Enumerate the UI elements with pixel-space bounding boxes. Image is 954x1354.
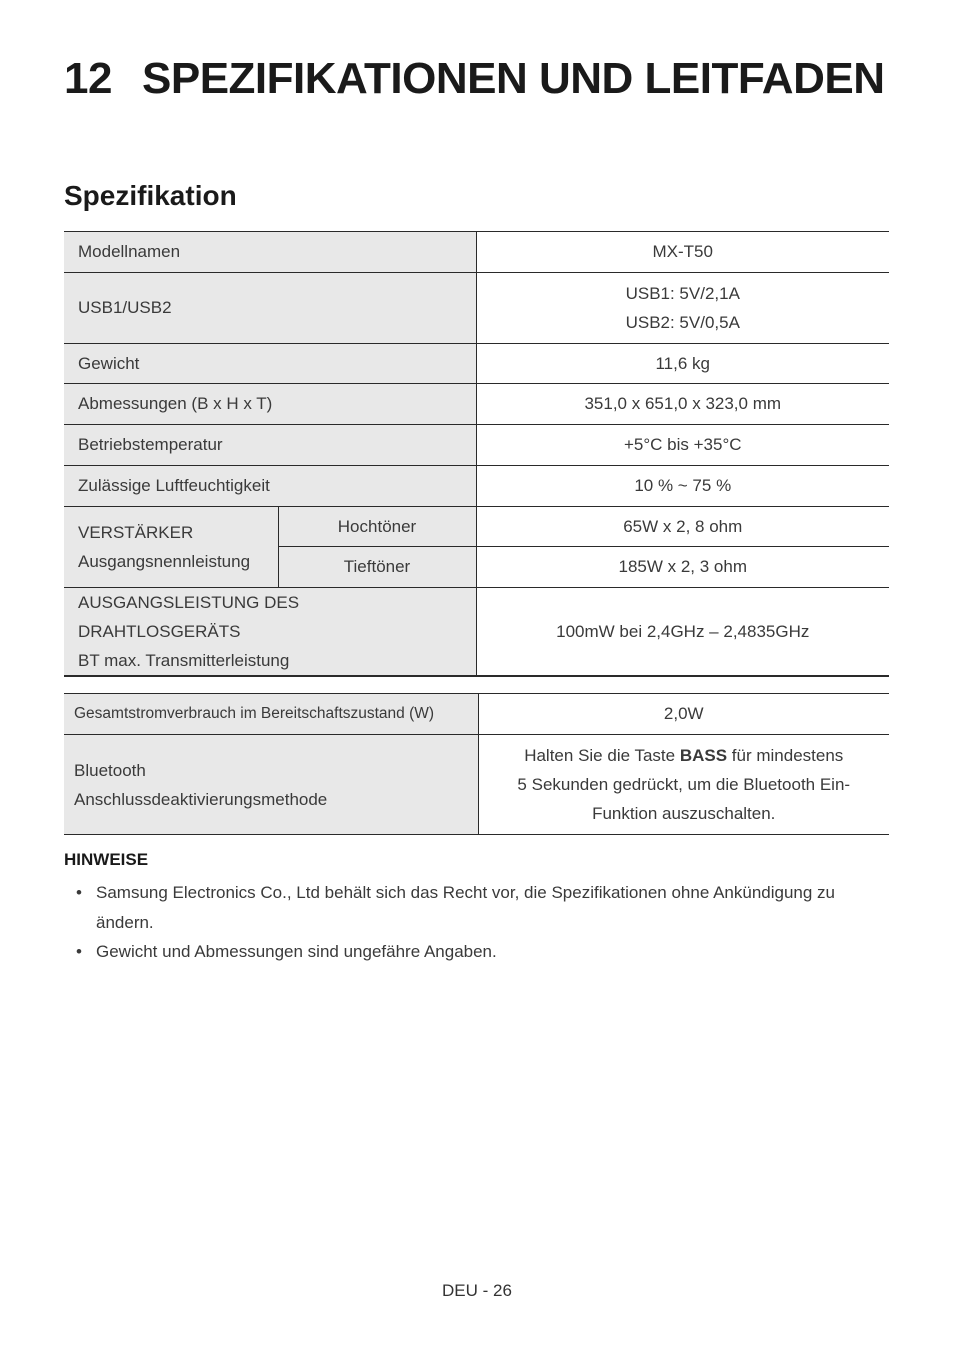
table-row <box>64 735 889 835</box>
chapter-heading <box>64 54 884 104</box>
spec-value-weight: 11,6 kg <box>476 344 889 384</box>
note-text: Gewicht und Abmessungen sind ungefähre Angaben. <box>96 942 497 961</box>
power-label-bluetooth <box>64 735 478 835</box>
chapter-number: 12 <box>64 54 112 103</box>
section-title: Spezifikation <box>64 180 237 211</box>
power-value-prefix: Halten Sie die Taste <box>524 746 680 765</box>
note-text: Samsung Electronics Co., Ltd behält sich das Recht vor, die Spezifikationen ohne Ankündigung zu ändern. <box>96 883 836 932</box>
spec-label-amplifier <box>64 507 278 588</box>
power-value-bluetooth <box>478 735 889 835</box>
spec-value-usb1: USB1: 5V/2,1A <box>625 284 740 303</box>
spec-value-usb <box>476 273 889 344</box>
spec-sublabel-woofer: Tieftöner <box>278 547 476 588</box>
table-row <box>64 273 889 344</box>
table-row <box>64 466 889 507</box>
spec-label-dimensions: Abmessungen (B x H x T) <box>64 384 476 425</box>
list-item <box>64 937 884 967</box>
power-value-bluetooth-line1 <box>493 741 876 770</box>
table-row <box>64 425 889 466</box>
bullet-icon: • <box>76 942 82 961</box>
notes-title: HINWEISE <box>64 850 149 869</box>
specification-table <box>64 231 889 677</box>
power-label-standby: Gesamtstromverbrauch im Bereitschaftszustand (W) <box>64 694 478 735</box>
spec-label-wireless-line1: AUSGANGSLEISTUNG DES DRAHTLOSGERÄTS <box>78 593 300 641</box>
power-value-bluetooth-line2: 5 Sekunden gedrückt, um die Bluetooth Ein- <box>517 775 851 794</box>
spec-value-operating-temp: +5°C bis +35°C <box>476 425 889 466</box>
spec-label-weight: Gewicht <box>64 344 476 384</box>
table-row <box>64 344 889 384</box>
spec-value-dimensions: 351,0 x 651,0 x 323,0 mm <box>476 384 889 425</box>
spec-value-tweeter: 65W x 2, 8 ohm <box>476 507 889 547</box>
table-row <box>64 588 889 677</box>
power-value-standby: 2,0W <box>478 694 889 735</box>
table-row <box>64 384 889 425</box>
page-footer: DEU - 26 <box>442 1281 512 1300</box>
notes-list <box>64 878 884 967</box>
spec-label-wireless <box>64 588 476 677</box>
spec-value-usb2: USB2: 5V/0,5A <box>625 313 740 332</box>
power-value-suffix: für mindestens <box>727 746 844 765</box>
spec-value-wireless: 100mW bei 2,4GHz – 2,4835GHz <box>476 588 889 677</box>
spec-label-humidity: Zulässige Luftfeuchtigkeit <box>64 466 476 507</box>
spec-label-usb: USB1/USB2 <box>64 273 476 344</box>
list-item <box>64 878 884 937</box>
power-value-bass-key: BASS <box>679 746 728 765</box>
spec-label-operating-temp: Betriebstemperatur <box>64 425 476 466</box>
table-row <box>64 694 889 735</box>
spec-label-model: Modellnamen <box>64 232 476 273</box>
spec-label-amplifier-line2: Ausgangsnennleistung <box>78 552 251 571</box>
bullet-icon: • <box>76 883 82 902</box>
spec-sublabel-tweeter: Hochtöner <box>278 507 476 547</box>
spec-value-model: MX-T50 <box>476 232 889 273</box>
chapter-title: SPEZIFIKATIONEN UND LEITFADEN <box>142 54 885 103</box>
spec-label-wireless-line2: BT max. Transmitterleistung <box>78 651 290 670</box>
spec-label-amplifier-line1: VERSTÄRKER <box>78 523 194 542</box>
power-value-bluetooth-line3: Funktion auszuschalten. <box>592 804 776 823</box>
power-table <box>64 693 889 835</box>
table-row <box>64 507 889 547</box>
table-row <box>64 232 889 273</box>
spec-value-woofer: 185W x 2, 3 ohm <box>476 547 889 588</box>
spec-value-humidity: 10 % ~ 75 % <box>476 466 889 507</box>
power-label-bluetooth-line2: Anschlussdeaktivierungsmethode <box>74 789 328 809</box>
power-label-bluetooth-line1: Bluetooth <box>74 760 146 780</box>
